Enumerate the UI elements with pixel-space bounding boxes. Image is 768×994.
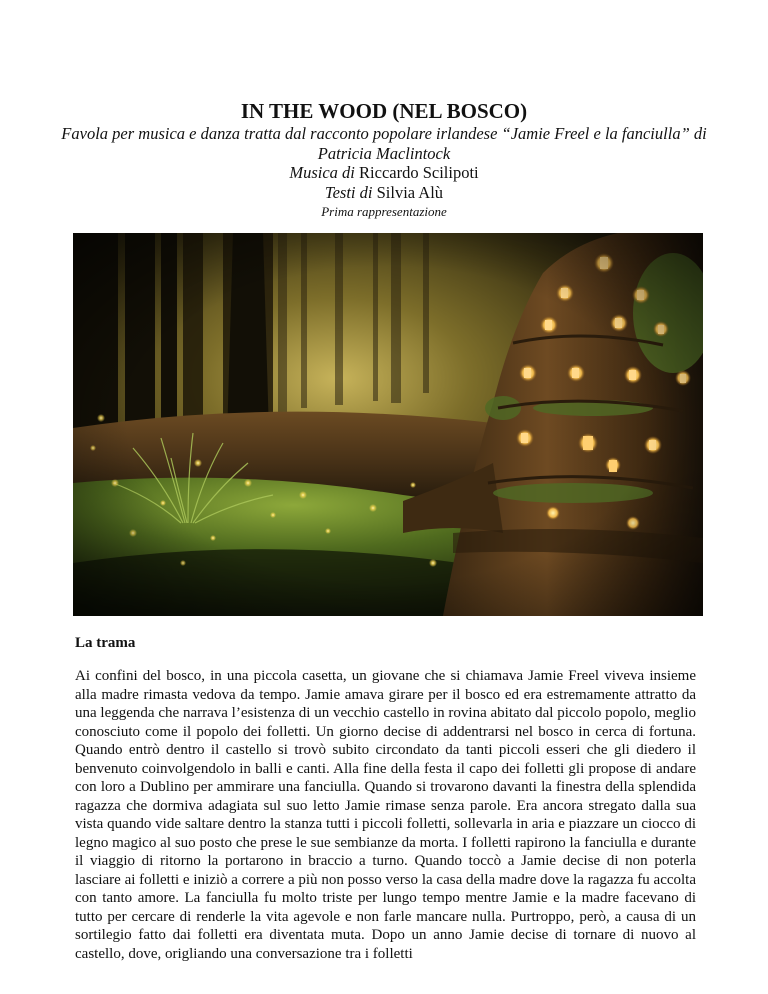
music-credit	[60, 163, 708, 183]
lyrics-credit	[60, 183, 708, 203]
plot-paragraph: Ai confini del bosco, in una piccola casetta, un giovane che si chiamava Jamie Freel viveva insieme alla madre rimasta vedova da tempo. Jamie amava girare per il bosco ed era estremamente attratto da una leggenda che narrava l’esistenza di un vecchio castello in rovina abitato dal piccolo popolo, meglio conosciuto come il popolo dei folletti. Un giorno decise di addentrarsi nel bosco in cerca di fortuna. Quando entrò dentro il castello si trovò subito circondato da tanti piccoli esseri che gli diedero il benvenuto coinvolgendolo in balli e canti. Alla fine della festa il capo dei folletti gli propose di andare con loro a Dublino per ammirare una fanciulla. Quando si trovarono davanti la finestra della splendida ragazza che dormiva adagiata sul suo letto Jamie rimase senza parole. Era ancora stregato dalla sua vista quando vide saltare dentro la stanza tutti i piccoli folletti, sollevarla in aria e piazzare un ciocco di legno magico al suo posto che prese le sue sembianze da morta. I folletti rapirono la fanciulla e durante il viaggio di ritorno la portarono in braccio a turno. Quando toccò a Jamie decise di non poterla lasciare ai folletti e iniziò a correre a più non posso verso la casa della madre dove la ragazza fu accolta con tanto amore. La fanciulla fu molto triste per lungo tempo mentre Jamie e la madre facevano di tutto per cercare di renderle la vita agevole e non farle mancare nulla. Purtroppo, però, a causa di un sortilegio fatto dai folletti era diventata muta. Dopo un anno Jamie decise di tornare di nuovo al castello, dove, origliando una conversazione tra i folletti	[75, 668, 696, 962]
music-composer: Riccardo Scilipoti	[359, 163, 479, 182]
lyrics-author: Silvia Alù	[376, 183, 444, 202]
lyrics-role: Testi di	[324, 183, 373, 202]
fairy-tree-house-illustration	[73, 233, 703, 616]
document-header	[60, 98, 708, 221]
document-subtitle: Favola per musica e danza tratta dal racconto popolare irlandese “Jamie Freel e la fanciulla” di Patricia Maclintock	[61, 124, 707, 163]
premiere-note: Prima rappresentazione	[321, 204, 447, 219]
music-role: Musica di	[289, 163, 355, 182]
section-heading-plot: La trama	[75, 635, 136, 651]
document-title: IN THE WOOD (NEL BOSCO)	[240, 99, 528, 123]
